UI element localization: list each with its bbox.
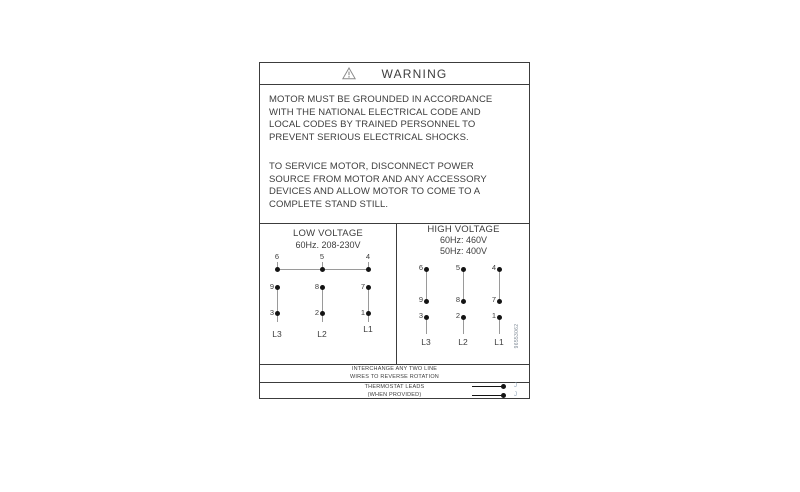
high-voltage-subtitle-50hz: 50Hz: 400V xyxy=(439,246,488,256)
lv-terminal-number-6: 6 xyxy=(274,252,280,261)
lv-line-label-l3: L3 xyxy=(272,329,282,339)
hv-terminal-number-4: 4 xyxy=(491,263,496,272)
lv-line-label-l2: L2 xyxy=(317,329,327,339)
paragraph-line: COMPLETE STAND STILL. xyxy=(269,198,389,210)
hv-line-label-l2: L2 xyxy=(458,337,468,347)
lv-terminal-number-5: 5 xyxy=(319,252,325,261)
thermostat-leads-label: THERMOSTAT LEADS xyxy=(364,384,425,390)
motor-warning-label xyxy=(259,62,530,399)
paragraph-line: MOTOR MUST BE GROUNDED IN ACCORDANCE xyxy=(269,94,493,105)
when-provided-label: (WHEN PROVIDED) xyxy=(367,392,422,398)
footer-divider xyxy=(260,364,529,365)
hv-terminal-number-1: 1 xyxy=(491,311,496,320)
footer-notes xyxy=(260,63,529,398)
paragraph-line: DEVICES AND ALLOW MOTOR TO COME TO A xyxy=(269,186,481,197)
paragraph-line: PREVENT SERIOUS ELECTRICAL SHOCKS. xyxy=(269,131,469,143)
paragraph-line: TO SERVICE MOTOR, DISCONNECT POWER xyxy=(269,161,474,172)
hv-terminal-number-5: 5 xyxy=(455,263,460,272)
thermostat-lead-j-label: J xyxy=(514,392,517,398)
rotation-note-line2: WIRES TO REVERSE ROTATION xyxy=(350,374,439,380)
thermostat-lead-j-label: J xyxy=(514,383,517,389)
rotation-note-line1: INTERCHANGE ANY TWO LINE xyxy=(351,366,438,372)
hv-line-label-l1: L1 xyxy=(494,337,504,347)
lv-terminal-number-2: 2 xyxy=(314,308,319,317)
low-voltage-subtitle: 60Hz. 208-230V xyxy=(295,240,361,250)
high-voltage-title: HIGH VOLTAGE xyxy=(427,224,500,235)
hv-terminal-number-6: 6 xyxy=(418,263,423,272)
thermostat-lead-line-icon xyxy=(472,395,503,396)
lv-terminal-number-4: 4 xyxy=(365,252,371,261)
paragraph-line: SOURCE FROM MOTOR AND ANY ACCESSORY xyxy=(269,173,487,185)
hv-line-label-l3: L3 xyxy=(421,337,431,347)
low-voltage-title: LOW VOLTAGE xyxy=(293,228,363,239)
paragraph-line: LOCAL CODES BY TRAINED PERSONNEL TO xyxy=(269,119,476,130)
lv-terminal-number-8: 8 xyxy=(314,282,319,291)
lv-line-label-l1: L1 xyxy=(363,324,373,334)
part-number-vertical: 96553062 xyxy=(514,323,520,349)
thermostat-lead-dot-icon xyxy=(501,393,506,398)
lv-terminal-number-3: 3 xyxy=(269,308,274,317)
hv-terminal-number-2: 2 xyxy=(455,311,460,320)
hv-terminal-number-7: 7 xyxy=(491,295,496,304)
high-voltage-subtitle-60hz: 60Hz: 460V xyxy=(439,235,488,245)
hv-terminal-number-8: 8 xyxy=(455,295,460,304)
lv-terminal-number-9: 9 xyxy=(269,282,274,291)
lv-terminal-number-1: 1 xyxy=(360,308,365,317)
paragraph-line: WITH THE NATIONAL ELECTRICAL CODE AND xyxy=(269,106,481,118)
hv-terminal-number-9: 9 xyxy=(418,295,423,304)
warning-title: WARNING xyxy=(381,66,448,81)
footer-divider xyxy=(260,382,529,383)
thermostat-lead-dot-icon xyxy=(501,384,506,389)
thermostat-lead-line-icon xyxy=(472,386,503,387)
hv-terminal-number-3: 3 xyxy=(418,311,423,320)
lv-terminal-number-7: 7 xyxy=(360,282,365,291)
